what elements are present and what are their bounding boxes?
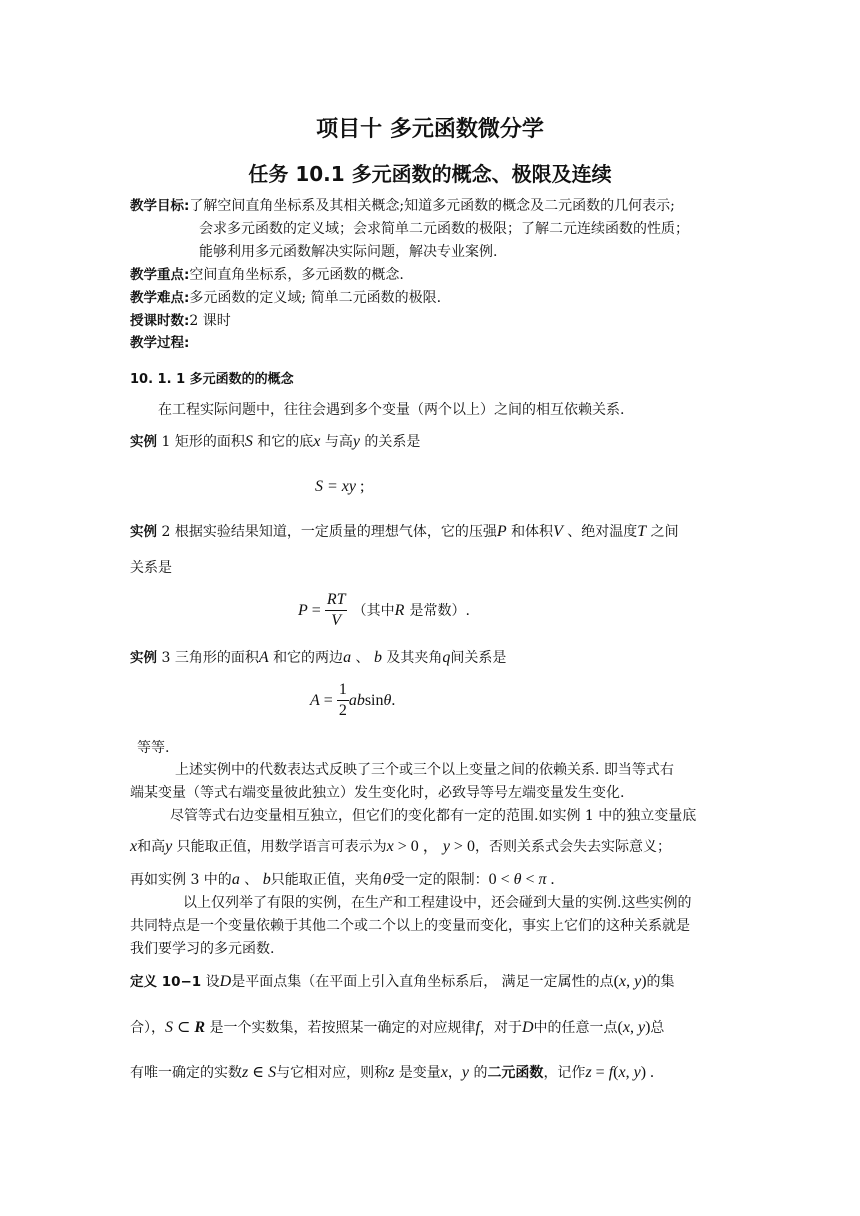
hours bbox=[130, 311, 231, 331]
formula-2-note: （其中 bbox=[352, 603, 395, 619]
def-text-1a: 设 bbox=[205, 974, 220, 990]
para2-line1: 尽管等式右边变量相互独立，但它们的变化都有一定的范围.如实例 1 中的独立变量底 bbox=[170, 808, 697, 824]
var-y: y bbox=[352, 433, 360, 450]
var-a2: a bbox=[231, 871, 240, 888]
var-b2: b bbox=[262, 871, 271, 888]
para2-text-3d: 受一定的限制： bbox=[390, 872, 489, 888]
formula-1-punct: ; bbox=[356, 478, 365, 495]
hours-label: 授课时数: bbox=[130, 313, 190, 329]
example-2-text1: 根据实验结果知道，一定质量的理想气体，它的压强 bbox=[174, 524, 497, 540]
example-2-num: 2 bbox=[161, 524, 171, 540]
formula-3-theta: θ bbox=[383, 692, 392, 709]
example-2-line2: 关系是 bbox=[130, 560, 172, 576]
func-z: z bbox=[585, 1064, 592, 1081]
key-points-label: 教学重点: bbox=[130, 267, 190, 283]
goals-line3: 能够利用多元函数解决实际问题，解决专业案例. bbox=[199, 244, 498, 260]
formula-3-numerator: 1 bbox=[337, 680, 349, 701]
def-text-2e: 总 bbox=[650, 1020, 665, 1036]
var-f: f bbox=[475, 1019, 480, 1036]
definition-line1 bbox=[130, 972, 675, 992]
var-z: z bbox=[242, 1064, 249, 1081]
point-xy-2: (x, y) bbox=[617, 1019, 651, 1036]
theta-range-dot: . bbox=[546, 871, 555, 888]
var-D2: D bbox=[521, 1019, 534, 1036]
func-eq: = bbox=[591, 1064, 609, 1081]
def-text-3d: ， bbox=[447, 1065, 462, 1081]
definition-line2 bbox=[130, 1018, 664, 1038]
para1-line1: 上述实例中的代数表达式反映了三个或三个以上变量之间的依赖关系. 即当等式右 bbox=[175, 762, 674, 778]
var-y3: y bbox=[461, 1064, 469, 1081]
def-term-bivariate: 二元函数 bbox=[487, 1065, 544, 1081]
theta-range-var: θ bbox=[513, 871, 522, 888]
para2-text-3a: 再如实例 3 中的 bbox=[130, 872, 232, 888]
example-1-num: 1 bbox=[161, 434, 171, 450]
para2-text-3b: 、 bbox=[244, 872, 259, 888]
example-1 bbox=[130, 432, 420, 452]
example-2-text4: 之间 bbox=[650, 524, 679, 540]
para1-line2: 端某变量（等式右端变量彼此独立）发生变化时，必致导等号左端变量发生变化. bbox=[130, 785, 625, 801]
formula-3-fraction bbox=[337, 680, 349, 721]
goals-label: 教学目标: bbox=[130, 198, 190, 214]
task-subtitle: 任务 10.1 多元函数的概念、极限及连续 bbox=[248, 162, 612, 186]
var-A: A bbox=[258, 649, 269, 666]
goals-block bbox=[130, 196, 675, 216]
def-text-3e: 的 bbox=[473, 1065, 488, 1081]
example-1-text2: 和它的底 bbox=[257, 434, 314, 450]
section-heading: 10. 1. 1 多元函数的的概念 bbox=[130, 372, 294, 387]
goals-line2: 会求多元函数的定义域；会求简单二元函数的极限；了解二元连续函数的性质； bbox=[199, 221, 689, 237]
func-f: f bbox=[608, 1064, 614, 1081]
ineq-y: y bbox=[442, 838, 450, 855]
para2-text-b: 只能取正值，用数学语言可表示为 bbox=[176, 839, 387, 855]
def-text-1b: 是平面点集（在平面上引入直角坐标系后， 满足一定属性的点 bbox=[231, 974, 614, 990]
var-z2: z bbox=[388, 1064, 395, 1081]
point-xy: (x, y) bbox=[613, 973, 647, 990]
ineq-x-rest: > 0 ， bbox=[393, 838, 443, 855]
para3-line3: 我们要学习的多元函数. bbox=[130, 941, 275, 957]
def-text-3b: 与它相对应，则称 bbox=[276, 1065, 389, 1081]
formula-2 bbox=[298, 590, 470, 631]
para2-line3 bbox=[130, 870, 555, 890]
example-2-text3: 、绝对温度 bbox=[567, 524, 638, 540]
para2-text-a: 和高 bbox=[137, 839, 166, 855]
example-2 bbox=[130, 522, 679, 542]
ineq-y-rest: > 0 bbox=[449, 838, 475, 855]
var-S: S bbox=[244, 433, 253, 450]
definition-line3 bbox=[130, 1063, 654, 1083]
example-2-label: 实例 bbox=[130, 524, 157, 540]
para3-line1: 以上仅列举了有限的实例，在生产和工程建设中，还会碰到大量的实例.这些实例的 bbox=[183, 895, 692, 911]
var-theta: θ bbox=[382, 871, 391, 888]
var-P: P bbox=[496, 523, 507, 540]
var-V: V bbox=[553, 523, 563, 540]
formula-2-lhs: P bbox=[298, 602, 308, 619]
var-q: q bbox=[442, 649, 451, 666]
example-3-text4: 及其夹角 bbox=[386, 650, 443, 666]
formula-1-expr: S = xy bbox=[315, 478, 356, 495]
formula-2-fraction bbox=[325, 590, 348, 631]
etc-text: 等等. bbox=[137, 740, 170, 756]
formula-1 bbox=[315, 476, 364, 496]
var-S3: S bbox=[268, 1064, 277, 1081]
difficulties bbox=[130, 288, 441, 308]
formula-3 bbox=[310, 680, 395, 721]
example-1-text1: 矩形的面积 bbox=[174, 434, 245, 450]
var-x: x bbox=[313, 433, 321, 450]
key-points bbox=[130, 265, 404, 285]
subset-symbol: ⊂ bbox=[173, 1019, 195, 1036]
example-1-text4: 的关系是 bbox=[364, 434, 421, 450]
real-set-R: R bbox=[194, 1019, 206, 1036]
example-3-text1: 三角形的面积 bbox=[174, 650, 259, 666]
var-T: T bbox=[637, 523, 647, 540]
example-3-label: 实例 bbox=[130, 650, 157, 666]
para2-text-3c: 只能取正值，夹角 bbox=[270, 872, 383, 888]
def-text-1c: 的集 bbox=[646, 974, 675, 990]
formula-2-denominator: V bbox=[331, 612, 342, 629]
var-x2: x bbox=[130, 838, 138, 855]
example-1-text3: 与高 bbox=[324, 434, 353, 450]
page-title: 项目十 多元函数微分学 bbox=[316, 117, 544, 142]
formula-3-ab: ab bbox=[348, 692, 365, 709]
theta-range: 0 < bbox=[488, 871, 514, 888]
def-text-2d: 中的任意一点 bbox=[533, 1020, 618, 1036]
ineq-x: x bbox=[386, 838, 394, 855]
def-text-3g: ，记作 bbox=[543, 1065, 586, 1081]
var-x3: x bbox=[440, 1064, 448, 1081]
formula-3-lhs: A bbox=[310, 692, 320, 709]
example-3-text5: 间关系是 bbox=[450, 650, 507, 666]
var-a: a bbox=[343, 649, 352, 666]
example-2-text2: 和体积 bbox=[511, 524, 554, 540]
goals-line1: 了解空间直角坐标系及其相关概念;知道多元函数的概念及二元函数的几何表示; bbox=[189, 198, 675, 214]
def-text-3a: 有唯一确定的实数 bbox=[130, 1065, 242, 1081]
formula-3-denominator: 2 bbox=[338, 702, 347, 719]
formula-2-note2: 是常数）. bbox=[409, 603, 470, 619]
example-3 bbox=[130, 648, 506, 668]
def-text-2c: ，对于 bbox=[479, 1020, 522, 1036]
var-S2: S bbox=[165, 1019, 173, 1036]
key-points-text: 空间直角坐标系，多元函数的概念. bbox=[189, 267, 404, 283]
def-text-3c: 是变量 bbox=[398, 1065, 441, 1081]
definition-label: 定义 10−1 bbox=[130, 974, 202, 990]
formula-2-numerator: RT bbox=[325, 590, 348, 611]
var-b: b bbox=[373, 649, 382, 666]
intro-paragraph: 在工程实际问题中，往往会遇到多个变量（两个以上）之间的相互依赖关系. bbox=[158, 402, 625, 418]
theta-range-pi: π bbox=[538, 871, 547, 888]
example-3-text2: 和它的两边 bbox=[273, 650, 344, 666]
formula-3-eq: = bbox=[319, 692, 337, 709]
formula-3-sin: sin bbox=[364, 692, 384, 709]
difficulties-label: 教学难点: bbox=[130, 290, 190, 306]
para3-line2: 共同特点是一个变量依赖于其他二个或二个以上的变量而变化，事实上它们的这种关系就是 bbox=[130, 918, 690, 934]
func-args: (x, y) . bbox=[613, 1064, 655, 1081]
def-text-2b: 是一个实数集，若按照某一确定的对应规律 bbox=[209, 1020, 476, 1036]
var-y2: y bbox=[165, 838, 173, 855]
formula-3-dot: . bbox=[391, 692, 396, 709]
in-symbol: ∈ bbox=[248, 1064, 269, 1081]
difficulties-text: 多元函数的定义域; 简单二元函数的极限. bbox=[189, 290, 442, 306]
theta-range-end: < bbox=[521, 871, 539, 888]
para2-line2 bbox=[130, 837, 671, 857]
process-label: 教学过程: bbox=[130, 335, 190, 351]
example-3-num: 3 bbox=[161, 650, 171, 666]
formula-2-eq: = bbox=[307, 602, 325, 619]
para2-text-c: ，否则关系式会失去实际意义； bbox=[474, 839, 671, 855]
example-3-text3: 、 bbox=[355, 650, 370, 666]
def-text-2a: 合）， bbox=[130, 1020, 165, 1036]
var-D: D bbox=[219, 973, 232, 990]
example-1-label: 实例 bbox=[130, 434, 157, 450]
var-R: R bbox=[394, 602, 405, 619]
hours-text: 2 课时 bbox=[189, 313, 231, 329]
